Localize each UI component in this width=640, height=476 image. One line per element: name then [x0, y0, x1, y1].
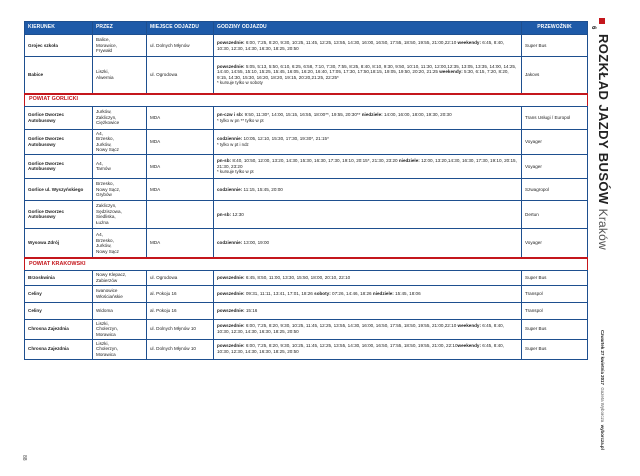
- cell-miejsce: MDA: [147, 129, 214, 154]
- przez-line: Morawica: [96, 331, 116, 337]
- red-marker: [599, 18, 605, 24]
- schedule-day-label: weekendy:: [457, 323, 482, 329]
- cell-przez: [93, 57, 147, 94]
- przez-line: Zakliczyn,: [96, 203, 117, 209]
- cell-przewoznik: Transpol: [522, 302, 588, 319]
- section-header: POWIAT GORLICKI: [25, 94, 588, 107]
- table-row: [25, 339, 588, 359]
- schedule-note: * kursuje tylko w pt: [217, 169, 254, 175]
- cell-miejsce: MDA: [147, 228, 214, 258]
- przez-line: Brzesko,: [96, 136, 114, 142]
- schedule-day-label: codziennie:: [217, 186, 243, 192]
- cell-kierunek: Gorlice Dworzec Autobusowy: [25, 200, 93, 228]
- cell-miejsce: ul. Dolnych Młynów 10: [147, 319, 214, 339]
- cell-przez: [93, 302, 147, 319]
- header-kierunek: KIERUNEK: [25, 22, 93, 35]
- schedule-times: 6:00, 7:25, 8:20, 9:30, 10:25, 11:45, 12:25, 13:55, 14:30, 16:00, 16:50, 17:55, 18:50, 19:55, 21:00, 22:10: [244, 343, 458, 349]
- schedule-day-label: powszednie:: [217, 275, 245, 281]
- cell-miejsce: [147, 200, 214, 228]
- schedule-note: * tylko w pt i ndz: [217, 141, 249, 147]
- cell-przewoznik: Dertun: [522, 200, 588, 228]
- cell-przez: [93, 200, 147, 228]
- cell-kierunek: Chrosna Zajezdnia: [25, 319, 93, 339]
- schedule-times: 11:15, 15:45, 20:00: [242, 186, 283, 192]
- cell-kierunek: Celiny: [25, 302, 93, 319]
- cell-kierunek: Celiny: [25, 285, 93, 302]
- section-title: [596, 34, 611, 250]
- section-title-main: ROZKŁAD JAZDY BUSÓW: [596, 34, 611, 205]
- przez-line: Morawica: [96, 351, 116, 357]
- schedule-times: 6:45, 8:40, 10:30, 12:30, 14:30, 16:30, 18:25, 20:50: [217, 343, 505, 355]
- schedule-times: 12:35, 13:05, 13:35, 14:00, 14:25, 14:40, 14:55, 15:10, 15:25, 15:45, 16:05, 16:20, 16:40, 17:05, 17:30, 17:50,: [217, 63, 517, 75]
- table-row: [25, 319, 588, 339]
- newspaper-site: wyborcza.pl: [600, 424, 605, 450]
- cell-przewoznik: Jakovs: [522, 57, 588, 94]
- przez-line: Włościańskie: [96, 293, 123, 299]
- przez-line: Morawice,: [96, 42, 117, 48]
- przez-line: Liszki,: [96, 69, 109, 75]
- schedule-times: 6:00, 7:25, 8:20, 9:30, 10:25, 11:45, 12:25, 13:55, 14:30, 16:00, 16:50, 17:55, 18:50, 19:55, 21:00,: [244, 39, 445, 45]
- przez-line: Frywałd: [96, 48, 113, 54]
- schedule-times: 09:31, 11:11, 13:41, 17:01, 18:26: [244, 290, 315, 296]
- cell-przez: [93, 228, 147, 258]
- cell-kierunek: Brzoskwinia: [25, 271, 93, 285]
- cell-godziny: [214, 57, 522, 94]
- przez-line: Iwanowice: [96, 287, 118, 293]
- bus-schedule-table: [24, 21, 588, 360]
- schedule-times: 14:30, 16:30, 17:30, 19:10, 20:15, 21:30, 23:20: [217, 157, 517, 169]
- schedule-times: 6:00, 7:25, 8:20, 9:30, 10:25, 11:45, 12:25, 13:55, 14:30, 16:00, 16:50, 17:55, 18:50, 19:55, 21:00,: [244, 323, 445, 329]
- table-row: [25, 178, 588, 200]
- cell-przewoznik: Super Bus: [522, 319, 588, 339]
- schedule-times: 13:00, 19:00: [242, 240, 270, 246]
- przez-line: Sędziszowa,: [96, 208, 122, 214]
- przez-line: Łużna: [96, 219, 109, 225]
- table-row: [25, 228, 588, 258]
- schedule-times: 15:45, 18:06: [393, 290, 421, 296]
- przez-line: Grybów: [96, 192, 112, 198]
- cell-przewoznik: Super Bus: [522, 339, 588, 359]
- cell-kierunek: Gorlice Dworzec Autobusowy: [25, 154, 93, 178]
- cell-godziny: [214, 154, 522, 178]
- cell-godziny: [214, 200, 522, 228]
- przez-line: Jurków,: [96, 243, 112, 249]
- cell-przez: [93, 285, 147, 302]
- cell-miejsce: MDA: [147, 106, 214, 129]
- cell-przez: [93, 271, 147, 285]
- schedule-times: 07:26, 14:46, 18:26: [330, 290, 373, 296]
- przez-line: Brzesko,: [96, 180, 114, 186]
- schedule-times: 22:10: [444, 39, 458, 45]
- cell-miejsce: al. Pokoju 16: [147, 302, 214, 319]
- przez-line: Nowy Sącz,: [96, 186, 121, 192]
- przez-line: Siedliska,: [96, 214, 116, 220]
- schedule-times: 14:00, 16:00, 18:00, 19:30, 20:30: [382, 111, 452, 117]
- schedule-times: 18:15, 19:05, 19:50, 20:20, 21:25: [370, 69, 440, 75]
- schedule-day-label: powszednie:: [217, 290, 245, 296]
- schedule-day-label: pn-sb:: [217, 157, 232, 163]
- schedule-times: 8:40, 10:50, 12:00, 13:20, 14:30, 15:30, 16:30, 17:30, 19:10, 20:15*, 21:30, 23:20: [231, 157, 399, 163]
- schedule-day-label: niedziele:: [398, 157, 420, 163]
- header-przez: PRZEZ: [93, 22, 147, 35]
- cell-przewoznik: Transpol: [522, 285, 588, 302]
- schedule-times: 5:05, 5:13, 5:50, 6:10, 6:25, 6:58, 7:10, 7:30, 7:55, 8:25, 8:40, 8:10, 9:30, 9:50, 10:10, 11:30, 12:00,: [244, 63, 448, 69]
- schedule-day-label: soboty:: [314, 290, 331, 296]
- cell-kierunek: Gorlice Dworzec Autobusowy: [25, 106, 93, 129]
- przez-line: Nowy Sącz: [96, 147, 119, 153]
- przez-line: A4,: [96, 160, 103, 166]
- schedule-times: 12:30: [231, 211, 244, 217]
- cell-przez: [93, 35, 147, 57]
- przez-line: Alwernia: [96, 74, 114, 80]
- section-title-city: Kraków: [596, 208, 610, 250]
- cell-przez: [93, 154, 147, 178]
- przez-line: Cholerzyn,: [96, 326, 118, 332]
- cell-godziny: [214, 285, 522, 302]
- cell-przez: [93, 106, 147, 129]
- cell-miejsce: ul. Ogrodowa: [147, 57, 214, 94]
- table-header-row: [25, 22, 588, 35]
- przez-line: Jurków,: [96, 109, 112, 115]
- cell-kierunek: Babice: [25, 57, 93, 94]
- page-number: 6: [590, 26, 596, 30]
- schedule-day-label: codziennie:: [217, 240, 243, 246]
- schedule-day-label: pn-czw i sb:: [217, 111, 244, 117]
- schedule-times: 6:45, 8:50, 11:00, 13:30, 15:50, 18:00, 20:10, 22:10: [244, 275, 351, 281]
- header-przewoznik: PRZEWOŹNIK: [522, 22, 588, 35]
- przez-line: Tarnów: [96, 166, 111, 172]
- section-header-row: [25, 258, 588, 271]
- cell-godziny: [214, 106, 522, 129]
- cell-miejsce: MDA: [147, 178, 214, 200]
- cell-przez: [93, 178, 147, 200]
- cell-godziny: [214, 35, 522, 57]
- cell-przewoznik: Super Bus: [522, 35, 588, 57]
- table-row: [25, 35, 588, 57]
- cell-przewoznik: Voyager: [522, 228, 588, 258]
- przez-line: Zakliczyn,: [96, 114, 117, 120]
- przez-line: Jurków,: [96, 141, 112, 147]
- schedule-times: 5:30, 6:15, 7:20, 8:20, 9:15, 14:30, 15:30, 16:20, 18:20, 19:15, 20:20,: [217, 69, 509, 80]
- przez-line: Widoma: [96, 307, 113, 313]
- przez-line: Liszki,: [96, 320, 109, 326]
- schedule-day-label: niedziele:: [361, 111, 383, 117]
- newspaper-name: Gazeta Wyborcza: [600, 387, 605, 423]
- cell-kierunek: Grojec szkoła: [25, 35, 93, 57]
- cell-przewoznik: Trans Usługi / Europol: [522, 106, 588, 129]
- schedule-day-label: weekendy:: [457, 343, 482, 349]
- cell-miejsce: ul. Dolnych Młynów: [147, 35, 214, 57]
- section-header-row: [25, 94, 588, 107]
- table-row: [25, 154, 588, 178]
- side-header: [592, 0, 618, 476]
- schedule-day-label: niedziele:: [372, 290, 394, 296]
- issue-footer: [600, 330, 605, 450]
- przez-line: Nowy Klepacz,: [96, 272, 127, 278]
- table-row: [25, 106, 588, 129]
- schedule-times: 21:25, 22:25*: [311, 74, 339, 80]
- schedule-day-label: powszednie:: [217, 343, 245, 349]
- cell-przewoznik: Szwagropol: [522, 178, 588, 200]
- schedule-day-label: powszednie:: [217, 323, 245, 329]
- table-row: [25, 285, 588, 302]
- table-row: [25, 302, 588, 319]
- schedule-times: 9:50, 11:30*, 14:00, 15:15, 16:55, 18:00**, 19:55, 20:30**: [243, 111, 362, 117]
- cell-miejsce: ul. Ogrodowa: [147, 271, 214, 285]
- cell-godziny: [214, 302, 522, 319]
- przez-line: Zabierzów: [96, 277, 118, 283]
- cell-godziny: [214, 319, 522, 339]
- table-row: [25, 57, 588, 94]
- przez-line: Balice,: [96, 37, 110, 43]
- cell-kierunek: Chrosna Zajezdnia: [25, 339, 93, 359]
- schedule-times: 6:45, 8:40, 10:30, 12:30, 14:30, 16:30, 18:25, 20:50: [217, 323, 505, 335]
- cell-godziny: [214, 178, 522, 200]
- cell-godziny: [214, 129, 522, 154]
- przez-line: A4,: [96, 231, 103, 237]
- schedule-day-label: pn-sb:: [217, 211, 232, 217]
- schedule-day-label: weekendy:: [439, 69, 463, 75]
- section-header: POWIAT KRAKOWSKI: [25, 258, 588, 271]
- table-row: [25, 129, 588, 154]
- cell-miejsce: ul. Dolnych Młynów 10: [147, 339, 214, 359]
- cell-przez: [93, 129, 147, 154]
- table-body: [25, 35, 588, 360]
- schedule-day-label: codziennie:: [217, 136, 243, 142]
- schedule-day-label: powszednie:: [217, 63, 245, 69]
- schedule-note: * kursuje tylko w soboty: [217, 80, 263, 86]
- cell-przewoznik: Voyager: [522, 154, 588, 178]
- przez-line: Nowy Sącz: [96, 248, 119, 254]
- przez-line: Liszki,: [96, 340, 109, 346]
- schedule-day-label: powszednie:: [217, 307, 245, 313]
- schedule-note: * tylko w pn ** tylko w pt: [217, 117, 264, 123]
- cell-przewoznik: Super Bus: [522, 271, 588, 285]
- left-page-number: 88: [21, 455, 27, 461]
- schedule-times: 15:16: [244, 307, 258, 313]
- przez-line: Brzesko,: [96, 237, 114, 243]
- schedule-times: 22:10: [444, 323, 458, 329]
- schedule-day-label: powszednie:: [217, 39, 245, 45]
- cell-kierunek: Wysowa Zdrój: [25, 228, 93, 258]
- przez-line: Ciężkowice: [96, 120, 120, 126]
- cell-godziny: [214, 228, 522, 258]
- cell-miejsce: MDA: [147, 154, 214, 178]
- cell-godziny: [214, 271, 522, 285]
- schedule-day-label: weekendy:: [457, 39, 482, 45]
- schedule-times: 12:00, 13:20,: [419, 157, 448, 163]
- cell-miejsce: al. Pokoju 16: [147, 285, 214, 302]
- schedule-times: 6:45, 8:40, 10:30, 12:30, 14:30, 16:30, 18:25, 20:50: [217, 39, 505, 51]
- cell-kierunek: Gorlice ul. Wyszyńskiego: [25, 178, 93, 200]
- issue-date: Czwartek 27 kwietnia 2017: [600, 330, 605, 385]
- table-row: [25, 271, 588, 285]
- table-row: [25, 200, 588, 228]
- przez-line: A4,: [96, 130, 103, 136]
- header-godziny: GODZINY ODJAZDU: [214, 22, 522, 35]
- schedule-times: 10:05, 12:10, 15:30, 17:30, 19:30*, 21:15*: [242, 136, 329, 142]
- cell-przez: [93, 339, 147, 359]
- cell-przewoznik: Voyager: [522, 129, 588, 154]
- przez-line: Cholerzyn,: [96, 346, 118, 352]
- cell-przez: [93, 319, 147, 339]
- cell-godziny: [214, 339, 522, 359]
- cell-kierunek: Gorlice Dworzec Autobusowy: [25, 129, 93, 154]
- header-miejsce: MIEJSCE ODJAZDU: [147, 22, 214, 35]
